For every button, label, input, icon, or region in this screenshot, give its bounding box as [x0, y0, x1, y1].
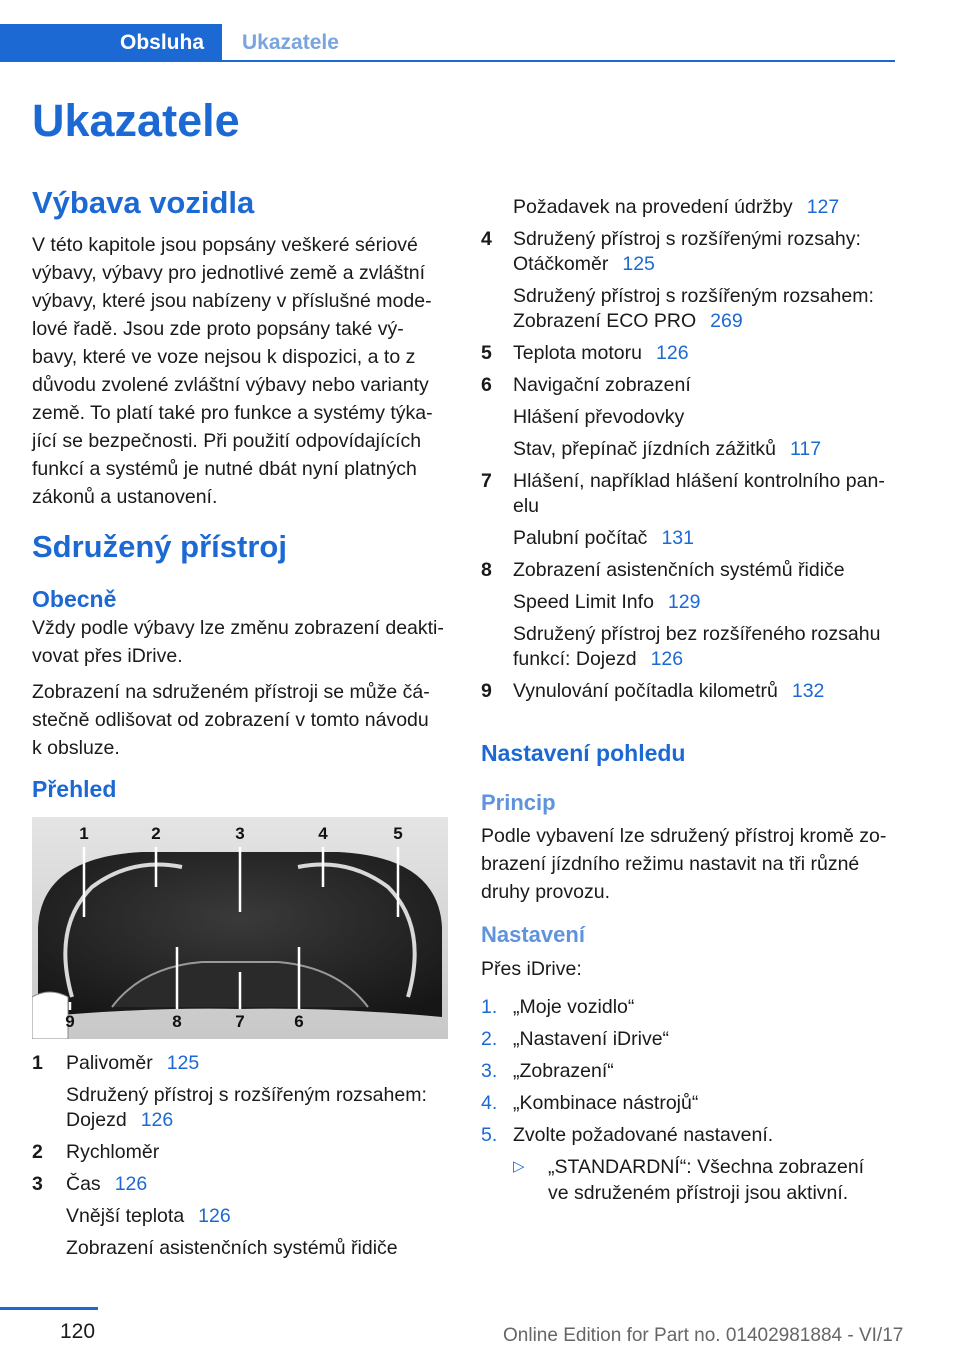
legend-text: Palivoměr	[66, 1052, 153, 1074]
legend-text: Vynulování počítadla kilometrů	[513, 680, 778, 702]
text-line: výbavy, které jsou nabízeny v příslušné mode-	[32, 290, 432, 312]
legend-number: 9	[481, 680, 492, 702]
bullet-text: ve sdruženém přístroji jsou aktivní.	[548, 1182, 849, 1204]
edition-note: Online Edition for Part no. 01402981884 - VI/17	[503, 1325, 904, 1346]
legend-text: Palubní počítač	[513, 527, 648, 549]
legend-text: Sdružený přístroj s rozšířenými rozsahy:	[513, 228, 861, 250]
callout-label-1: 1	[79, 824, 89, 843]
page-reference-link[interactable]: 126	[656, 342, 689, 364]
legend-text: Dojezd	[66, 1109, 127, 1131]
page-reference-link[interactable]: 126	[140, 1109, 174, 1131]
tab-obsluha[interactable]: Obsluha	[0, 24, 222, 61]
cluster-svg	[32, 817, 448, 1039]
legend-text: Zobrazení ECO PRO	[513, 310, 697, 332]
intro-idrive: Přes iDrive:	[481, 958, 582, 980]
subheading-prehled: Přehled	[32, 776, 117, 802]
page-reference-link[interactable]: 125	[166, 1052, 200, 1074]
header-bar	[0, 0, 895, 62]
legend-number: 3	[32, 1173, 43, 1195]
reset-button-area	[32, 992, 68, 1039]
text-line: lové řadě. Jsou zde proto popsány také vý-	[32, 318, 404, 340]
instrument-cluster-image	[32, 817, 448, 1039]
subheading-nastaveni: Nastavení	[481, 922, 585, 947]
page-title: Ukazatele	[32, 95, 240, 146]
subheading-obecne: Obecně	[32, 586, 117, 612]
step-text: „Zobrazení“	[513, 1060, 614, 1082]
callout-label-7: 7	[235, 1012, 245, 1031]
legend-text: Hlášení, například hlášení kontrolního pan-	[513, 470, 885, 492]
text-line: Zobrazení na sdruženém přístroji se může čá-	[32, 681, 430, 703]
step-text: „Nastavení iDrive“	[513, 1028, 670, 1050]
footer-divider	[0, 1307, 98, 1310]
step-number: 3.	[481, 1060, 498, 1082]
page-reference-link[interactable]: 117	[790, 438, 822, 460]
text-line: druhy provozu.	[481, 881, 610, 903]
page-reference-link[interactable]: 126	[198, 1205, 231, 1227]
legend-text: Sdružený přístroj bez rozšířeného rozsahu	[513, 623, 881, 645]
legend-number: 1	[32, 1052, 43, 1074]
text-line: brazení jízdního režimu nastavit na tři různé	[481, 853, 860, 875]
text-line: k obsluze.	[32, 737, 120, 759]
bullet-text: „STANDARDNÍ“: Všechna zobrazení	[548, 1156, 865, 1178]
page-reference-link[interactable]: 127	[806, 196, 840, 218]
legend-number: 5	[481, 342, 492, 364]
legend-number: 4	[481, 228, 492, 250]
page-reference-link[interactable]: 129	[667, 591, 701, 613]
callout-label-9: 9	[65, 1012, 75, 1031]
legend-text: Čas	[66, 1173, 101, 1195]
legend-text: Teplota motoru	[513, 342, 642, 364]
legend-text: Sdružený přístroj s rozšířeným rozsahem:	[66, 1084, 427, 1106]
step-text: „Kombinace nástrojů“	[513, 1092, 699, 1114]
callout-label-2: 2	[151, 824, 161, 843]
legend-text: funkcí: Dojezd	[513, 648, 637, 670]
text-line: V této kapitole jsou popsány veškeré sériové	[32, 234, 418, 256]
legend-text: Speed Limit Info	[513, 591, 654, 613]
header-divider	[0, 60, 895, 62]
text-line: vovat přes iDrive.	[32, 645, 183, 667]
legend-number: 6	[481, 374, 492, 396]
legend-number: 7	[481, 470, 492, 492]
callout-label-6: 6	[294, 1012, 304, 1031]
page-reference-link[interactable]: 269	[710, 310, 743, 332]
legend-text: Otáčkoměr	[513, 253, 609, 275]
page-reference-link[interactable]: 126	[650, 648, 684, 670]
legend-text: Sdružený přístroj s rozšířeným rozsahem:	[513, 285, 874, 307]
step-text: Zvolte požadované nastavení.	[513, 1124, 774, 1146]
paragraph-vybava	[32, 231, 452, 511]
section-heading-sdruzeny: Sdružený přístroj	[32, 529, 287, 564]
legend-text: Zobrazení asistenčních systémů řidiče	[66, 1237, 398, 1259]
text-line: bavy, které ve voze nejsou k dispozici, a to z	[32, 346, 416, 368]
text-line: důvodu zvolené zvláštní výbavy nebo varianty	[32, 374, 429, 396]
page-number: 120	[60, 1320, 96, 1343]
text-line: výbavy, výbavy pro jednotlivé země a zvláštní	[32, 262, 426, 284]
callout-label-4: 4	[318, 824, 328, 843]
legend-text: Navigační zobrazení	[513, 374, 691, 396]
text-line: stečně odlišovat od zobrazení v tomto návodu	[32, 709, 429, 731]
text-line: Podle vybavení lze sdružený přístroj kromě zo-	[481, 825, 887, 847]
page-reference-link[interactable]: 126	[114, 1173, 148, 1195]
tab-ukazatele[interactable]: Ukazatele	[242, 30, 339, 54]
text-line: zákonů a ustanovení.	[32, 486, 218, 508]
paragraph-princip	[481, 822, 891, 906]
text-line: funkcí a systémů je nutné dbát nyní platných	[32, 458, 417, 480]
callout-label-8: 8	[172, 1012, 182, 1031]
paragraph-obecne-2	[32, 678, 452, 762]
legend-text: Hlášení převodovky	[513, 406, 685, 428]
step-number: 5.	[481, 1124, 498, 1146]
legend-number: 8	[481, 559, 492, 581]
page-reference-link[interactable]: 132	[791, 680, 825, 702]
page-reference-link[interactable]: 131	[661, 527, 694, 549]
text-line: Vždy podle výbavy lze změnu zobrazení deakti-	[32, 617, 444, 639]
legend-text: Vnější teplota	[66, 1205, 185, 1227]
legend-text: Požadavek na provedení údržby	[513, 196, 793, 218]
page-reference-link[interactable]: 125	[622, 253, 655, 275]
step-number: 1.	[481, 996, 498, 1018]
callout-label-5: 5	[393, 824, 403, 843]
step-number: 2.	[481, 1028, 498, 1050]
legend-number: 2	[32, 1141, 43, 1163]
subheading-princip: Princip	[481, 790, 556, 815]
step-text: „Moje vozidlo“	[513, 996, 635, 1018]
paragraph-obecne-1	[32, 614, 452, 670]
legend-text: elu	[513, 495, 540, 517]
legend-text: Rychloměr	[66, 1141, 160, 1163]
triangle-bullet-icon: ▷	[513, 1158, 525, 1175]
callout-label-3: 3	[235, 824, 245, 843]
section-heading-vybava: Výbava vozidla	[32, 185, 255, 220]
text-line: země. To platí také pro funkce a systémy týka-	[32, 402, 433, 424]
section-heading-nastaveni-pohledu: Nastavení pohledu	[481, 740, 686, 766]
legend-text: Zobrazení asistenčních systémů řidiče	[513, 559, 845, 581]
step-number: 4.	[481, 1092, 498, 1114]
text-line: jící se bezpečnosti. Při použití odpovídajících	[32, 430, 422, 452]
legend-text: Stav, přepínač jízdních zážitků	[513, 438, 777, 460]
